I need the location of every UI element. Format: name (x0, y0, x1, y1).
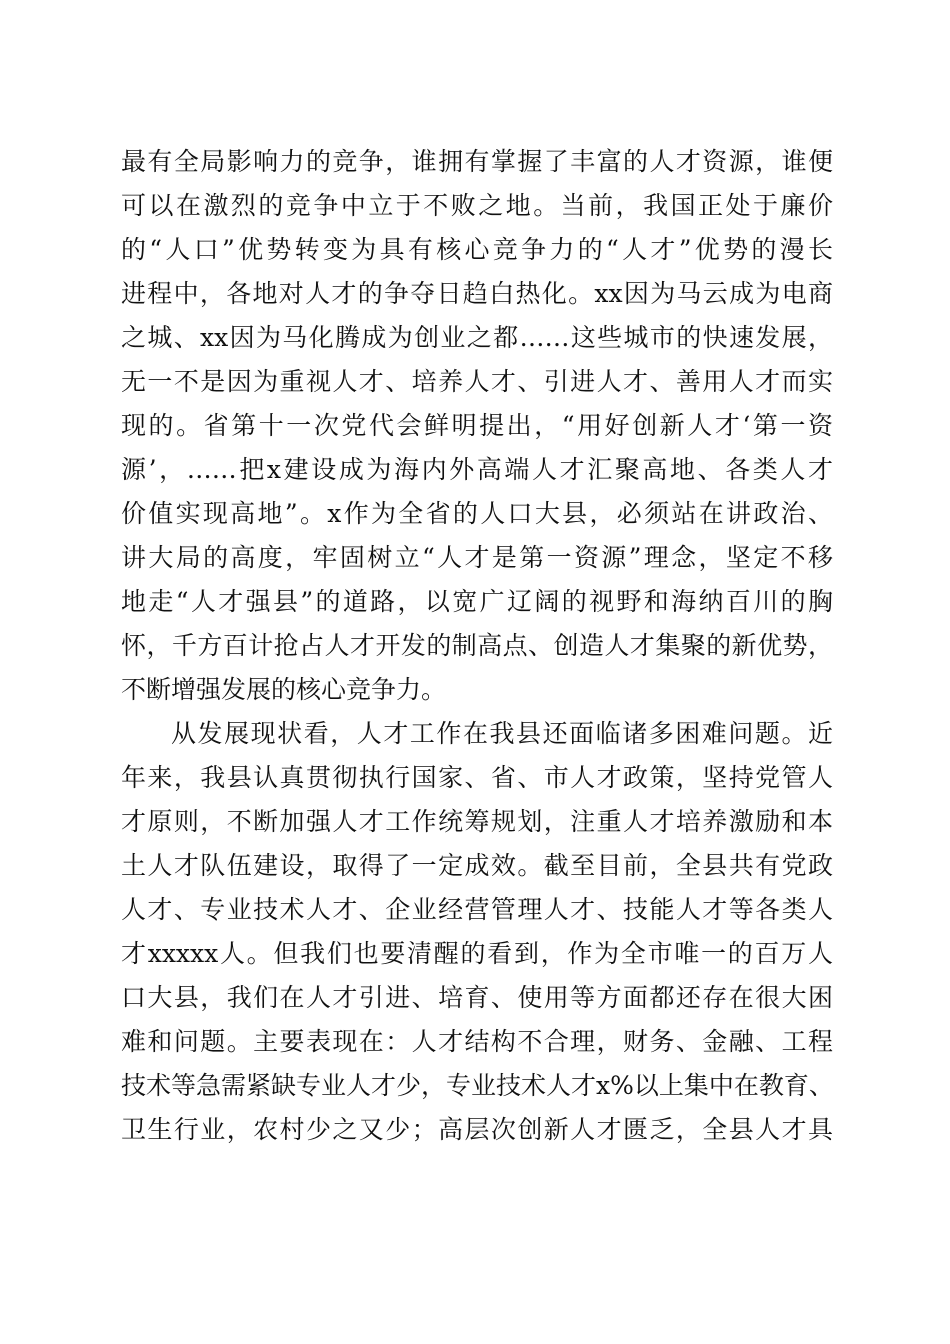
text-line: 才xxxxx人。但我们也要清醒的看到，作为全市唯一的百万人 (121, 939, 833, 968)
text-line: 价值实现高地”。x作为全省的人口大县，必须站在讲政治、 (121, 499, 833, 528)
text-line: 土人才队伍建设，取得了一定成效。截至目前，全县共有党政 (121, 851, 833, 880)
text-line: 最有全局影响力的竞争，谁拥有掌握了丰富的人才资源，谁便 (121, 147, 833, 176)
text-line: 才原则，不断加强人才工作统筹规划，注重人才培养激励和本 (121, 807, 833, 836)
text-line: 卫生行业，农村少之又少；高层次创新人才匮乏，全县人才具 (121, 1115, 833, 1144)
text-line: 讲大局的高度，牢固树立“人才是第一资源”理念，坚定不移 (121, 543, 833, 572)
text-line: 的“人口”优势转变为具有核心竞争力的“人才”优势的漫长 (121, 235, 833, 264)
text-line: 可以在激烈的竞争中立于不败之地。当前，我国正处于廉价 (121, 191, 833, 220)
text-line: 地走“人才强县”的道路，以宽广辽阔的视野和海纳百川的胸 (121, 587, 833, 616)
text-line: 源’，……把x建设成为海内外高端人才汇聚高地、各类人才 (121, 455, 833, 484)
text-line: 无一不是因为重视人才、培养人才、引进人才、善用人才而实 (121, 367, 833, 396)
text-line: 之城、xx因为马化腾成为创业之都……这些城市的快速发展， (121, 323, 833, 352)
text-line: 年来，我县认真贯彻执行国家、省、市人才政策，坚持党管人 (121, 763, 833, 792)
document-body (121, 140, 833, 1152)
text-line: 从发展现状看，人才工作在我县还面临诸多困难问题。近 (171, 719, 833, 748)
paragraph-2 (121, 712, 833, 1152)
text-line: 进程中，各地对人才的争夺日趋白热化。xx因为马云成为电商 (121, 279, 833, 308)
text-line: 怀，千方百计抢占人才开发的制高点、创造人才集聚的新优势， (121, 631, 833, 660)
text-line: 口大县，我们在人才引进、培育、使用等方面都还存在很大困 (121, 983, 833, 1012)
text-line: 不断增强发展的核心竞争力。 (121, 675, 447, 704)
text-line: 难和问题。主要表现在：人才结构不合理，财务、金融、工程 (121, 1027, 833, 1056)
text-line: 人才、专业技术人才、企业经营管理人才、技能人才等各类人 (121, 895, 833, 924)
text-line: 现的。省第十一次党代会鲜明提出，“用好创新人才‘第一资 (121, 411, 833, 440)
paragraph-1 (121, 140, 833, 712)
text-line: 技术等急需紧缺专业人才少，专业技术人才x%以上集中在教育、 (121, 1071, 834, 1100)
